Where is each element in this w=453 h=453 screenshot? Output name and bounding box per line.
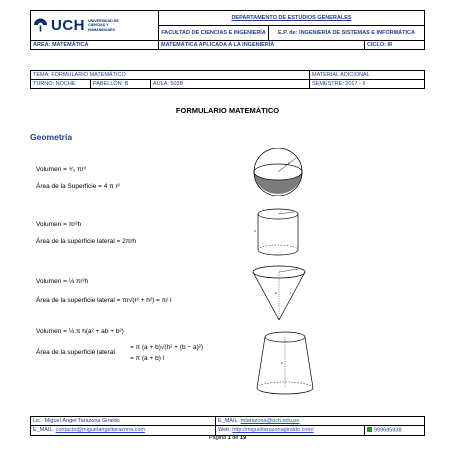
pabellon-cell: PABELLÓN: B	[91, 80, 151, 89]
school-cell: E.P. de: INGENIERÍA DE SISTEMAS E INFORMÁTICA	[269, 26, 425, 41]
cylinder-figure	[254, 207, 302, 257]
frustum-volume-formula: Volumen = ⅓ π h(a² + ab + b²)	[36, 328, 124, 335]
frustum-area-formula-2: = π (a + b) l	[130, 355, 165, 362]
phone-icon	[367, 427, 372, 432]
cylinder-area-formula: Área de la superficie lateral = 2πrh	[36, 238, 137, 245]
cone-area-formula: Área de la superficie lateral = πr√(r² + h²) = πr l	[36, 297, 172, 304]
cylinder-volume-formula: Volumen = πr²h	[36, 221, 82, 228]
material-cell: MATERIAL ADICIONAL	[310, 71, 425, 80]
svg-text:h: h	[275, 291, 277, 295]
svg-text:r: r	[288, 161, 290, 165]
logo-emblem-icon	[33, 18, 48, 33]
cone-figure	[248, 264, 310, 324]
svg-text:l: l	[290, 291, 291, 295]
phone-cell	[365, 426, 425, 436]
logo-subtitle: UNIVERSIDAD DE CIENCIAS Y HUMANIDADES	[88, 19, 119, 32]
sphere-volume-formula: Volumen = ⁴⁄₃ πr³	[36, 166, 86, 173]
tema-cell: TEMA: FORMULARIO MATEMÁTICO	[31, 71, 310, 80]
svg-text:h: h	[254, 229, 256, 233]
university-logo	[33, 17, 156, 34]
author-cell: Lic.: Miguel Ángel Tarazona Giraldo	[31, 417, 216, 426]
cycle-cell: CICLO: III	[365, 41, 425, 50]
document-title: FORMULARIO MATEMÁTICO	[175, 106, 280, 115]
footer-table	[30, 416, 425, 436]
section-title: Geometría	[30, 132, 73, 142]
logo-text: UCH	[51, 17, 85, 34]
aula-cell: AULA: 503B	[151, 80, 310, 89]
turno-cell: TURNO: NOCHE	[31, 80, 91, 89]
email-link[interactable]: mtarazona@uch.edu.pe	[240, 418, 300, 424]
web-link[interactable]: http://migueltarazonagiraldo.com/	[232, 427, 314, 434]
frustum-area-formula-1: = π (a + b)√(h² + (b − a)²)	[130, 344, 204, 351]
course-cell: MATEMÁTICA APLICADA A LA INGENIERÍA	[159, 41, 365, 50]
web-cell: Web: http://migueltarazonagiraldo.com/	[216, 426, 365, 436]
frustum-figure	[252, 328, 318, 398]
area-cell: ÁREA: MATEMÁTICA	[31, 41, 159, 50]
email2-cell: E_MAIL. contacto@miguelangeltarazona.com	[31, 426, 216, 436]
sphere-area-formula: Área de la Superficie = 4 π r²	[36, 183, 120, 190]
email-cell: E_MAIL. mtarazona@uch.edu.pe	[216, 417, 425, 426]
page-number: Página 1 de 19	[208, 435, 247, 441]
phone-number: 999685938	[374, 427, 402, 434]
sphere-figure	[248, 148, 308, 196]
semestre-cell: SEMESTRE: 2017 - II	[310, 80, 425, 89]
department-title: DEPARTAMENTO DE ESTUDIOS GENERALES	[159, 11, 425, 26]
logo-cell	[31, 11, 159, 41]
svg-text:h: h	[281, 361, 283, 365]
frustum-area-label: Área de la superficie lateral	[36, 349, 115, 356]
header-table	[30, 10, 425, 50]
cone-volume-formula: Volumen = ⅓ πr²h	[36, 278, 89, 285]
faculty-cell: FACULTAD DE CIENCIAS E INGENIERÍA	[159, 26, 269, 41]
email2-link[interactable]: contacto@miguelangeltarazona.com	[55, 427, 145, 434]
document-page	[30, 10, 425, 443]
info-table	[30, 70, 425, 89]
